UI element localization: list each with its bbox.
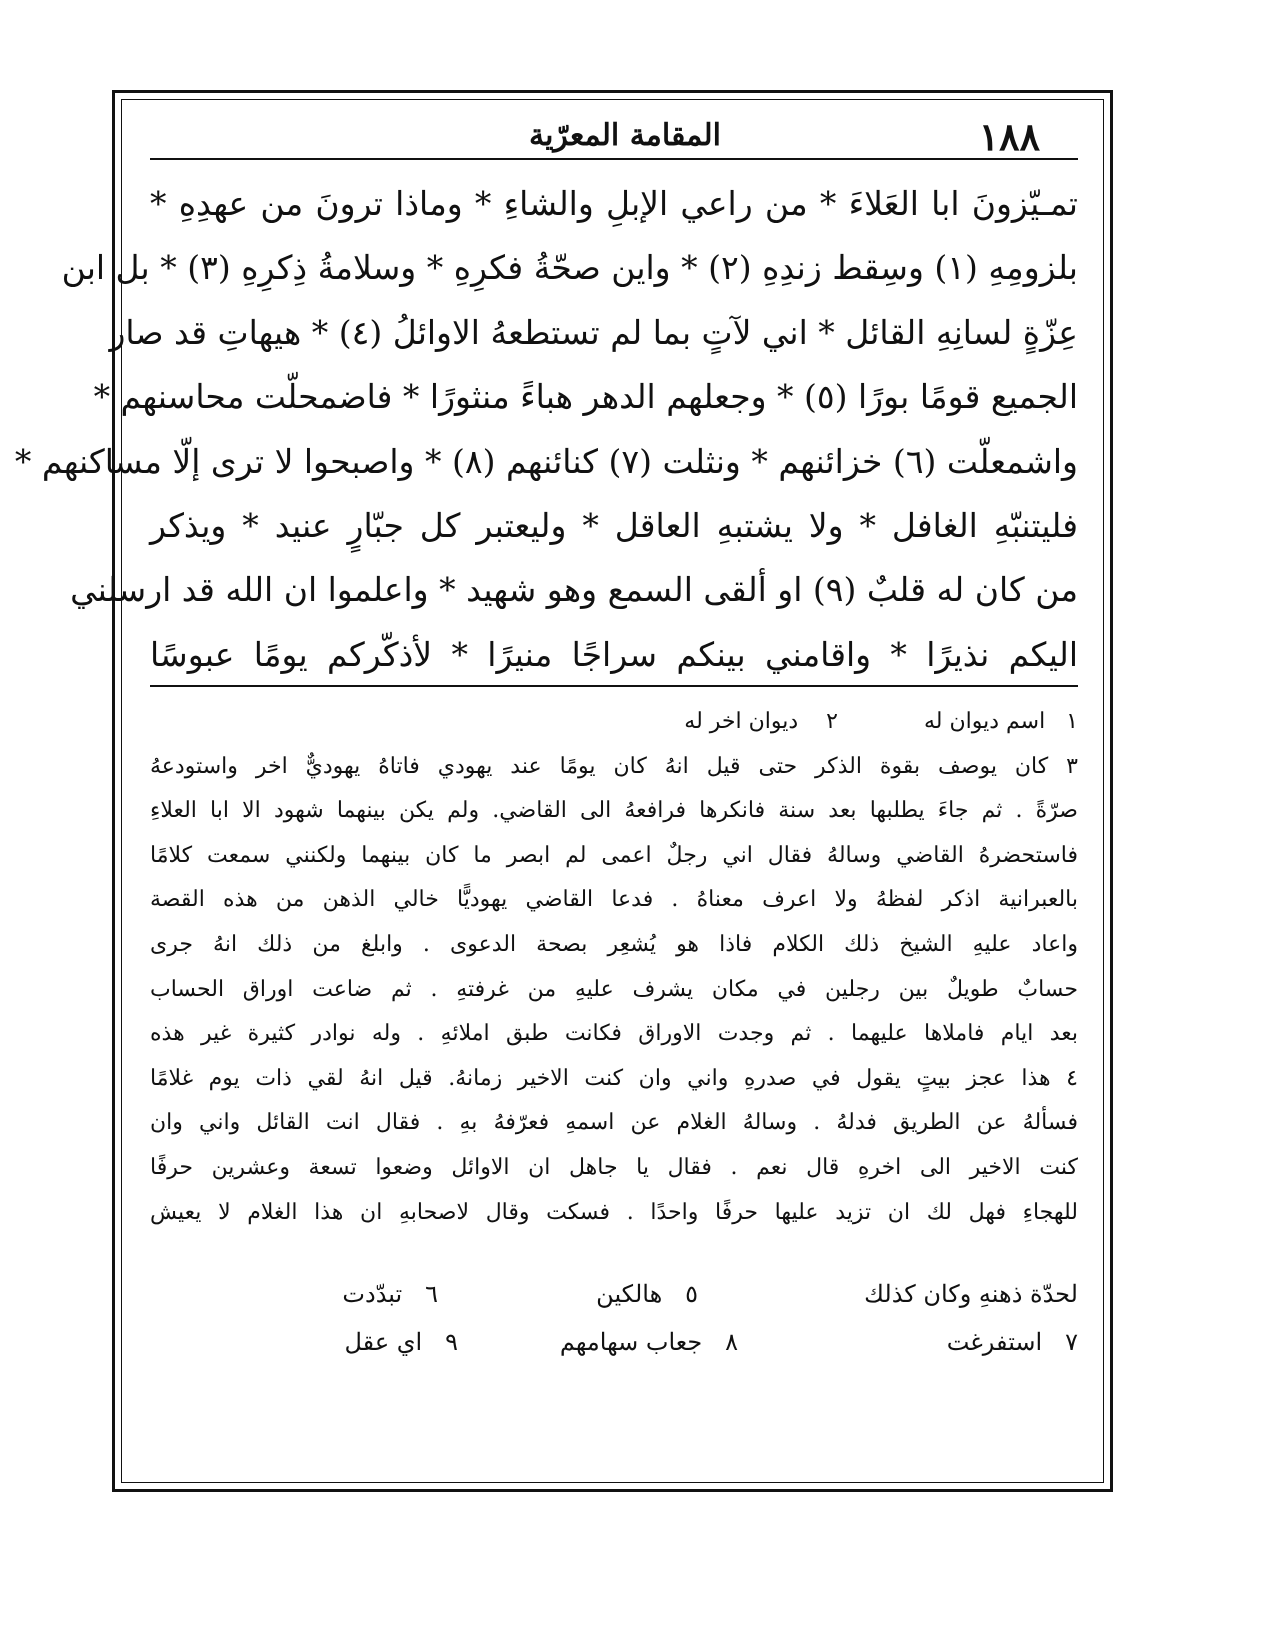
footnote-text: جعاب سهامهم <box>559 1328 703 1356</box>
footnote-8 <box>560 1328 738 1356</box>
footnote-1 <box>924 700 1078 745</box>
footnote-4-line: للهجاءِ فهل لك ان تزيد عليها حرفًا واحدًا . فسكت وقال لاصحابهِ ان هذا الغلام لا يعيش <box>150 1199 1078 1225</box>
footnote-7 <box>947 1328 1078 1356</box>
main-line: بلزومِهِ (١) وسِقط زندِهِ (٢) * واين صحّةُ فكرِهِ * وسلامةُ ذِكرِهِ (٣) * بل ابن <box>61 248 1078 288</box>
main-line: فليتنبّهِ الغافل * ولا يشتبهِ العاقل * وليعتبر كل جبّارٍ عنيد * ويذكر <box>150 505 1078 545</box>
footnote-row-7-8-9 <box>150 1328 1078 1376</box>
footnote-text: اسم ديوان له <box>923 709 1046 734</box>
footnote-3-line: حسابٌ طويلٌ بين رجلين في مكان يشرف عليهِ من غرفتهِ . ثم ضاعت اوراق الحساب <box>150 976 1078 1002</box>
footnote-row-1-2 <box>150 700 1078 745</box>
footnote-text: اي عقل <box>344 1328 423 1356</box>
footnote-5 <box>596 1280 698 1308</box>
running-title: المقامة المعرّية <box>528 118 721 153</box>
footnote-row-4end-5-6 <box>150 1280 1078 1328</box>
footnote-4-line: فسألهُ عن الطريق فدلهُ . وسالهُ الغلام عن اسمهِ فعرّفهُ بهِ . فقال انت القائل واني وان <box>150 1110 1078 1136</box>
footnote-9 <box>345 1328 459 1356</box>
footnote-3-line: بالعبرانية اذكر لفظهُ ولا اعرف معناهُ . فدعا القاضي يهوديًّا خالي الذهن من هذه القصة <box>150 887 1078 913</box>
footnote-text: تبدّدت <box>342 1280 403 1308</box>
footnote-number: ١ <box>1066 709 1078 734</box>
header-rule <box>150 158 1078 160</box>
footnote-2 <box>684 700 838 745</box>
footnote-number: ٢ <box>826 709 838 734</box>
footnote-number: ٦ <box>425 1280 438 1308</box>
footnote-number: ٩ <box>445 1328 458 1356</box>
footnote-number: ٧ <box>1065 1328 1078 1356</box>
main-line: الجميع قومًا بورًا (٥) * وجعلهم الدهر هباءً منثورًا * فاضمحلّت محاسنهم * <box>93 377 1078 417</box>
main-line: من كان له قلبٌ (٩) او ألقى السمع وهو شهيد * واعلموا ان الله قد ارسلني <box>70 570 1078 610</box>
footnote-3-line: بعد ايام فاملاها عليهما . ثم وجدت الاوراق فكانت طبق املائهِ . وله نوادر كثيرة غير هذه <box>150 1021 1078 1047</box>
page-number: ١٨٨ <box>978 114 1040 159</box>
footnote-6 <box>342 1280 438 1308</box>
footnote-3-line: فاستحضرهُ القاضي وسالهُ فقال اني رجلٌ اعمى لم ابصر ما كان بينهما ولكنني سمعت كلامًا <box>150 842 1078 868</box>
main-line: تمـيّزونَ ابا العَلاءَ * من راعي الإبلِ والشاءِ * وماذا ترونَ من عهدِهِ * <box>150 184 1078 223</box>
footnote-number: ٨ <box>725 1328 738 1356</box>
footnote-4-last-line: لحدّة ذهنهِ وكان كذلك <box>864 1280 1078 1308</box>
main-line: اليكم نذيرًا * واقامني بينكم سراجًا منيرًا * لأذكّركم يومًا عبوسًا <box>150 634 1078 674</box>
footnote-rule <box>150 685 1078 687</box>
footnote-3-line: صرّةً . ثم جاءَ يطلبها بعد سنة فانكرها فرافعهُ الى القاضي. ولم يكن بينهما شهود الا ابا العلاءِ <box>150 798 1078 824</box>
footnote-4-line: ٤ هذا عجز بيتٍ يقول في صدرهِ واني وان كنت الاخير زمانهُ. قيل انهُ لقي ذات يوم غلامًا <box>150 1065 1078 1091</box>
footnote-number: ٥ <box>685 1280 698 1308</box>
main-line: عِزّةٍ لسانِهِ القائل * اني لآتٍ بما لم تستطعهُ الاوائلُ (٤) * هيهاتِ قد صار <box>109 312 1078 352</box>
footnote-3-line: واعاد عليهِ الشيخ ذلك الكلام فاذا هو يُشعِر بصحة الدعوى . وابلغ من ذلك انهُ جرى <box>150 931 1078 957</box>
main-line: واشمعلّت (٦) خزائنهم * ونثلت (٧) كنائنهم (٨) * واصبحوا لا ترى إلّا مساكنهم * <box>14 441 1078 481</box>
footnote-text: استفرغت <box>946 1328 1043 1356</box>
page-header <box>150 108 1100 158</box>
main-text <box>14 172 1078 687</box>
footnote-4-line: كنت الاخير الى اخرهِ قال نعم . فقال يا جاهل ان الاوائل وضعوا تسعة وعشرين حرفًا <box>150 1154 1078 1180</box>
footnote-3-line: ٣ كان يوصف بقوة الذكر حتى قيل انهُ كان يومًا عند يهودي فاتاهُ يهوديٌّ اخر واستودعهُ <box>150 753 1078 779</box>
footnote-text: ديوان اخر له <box>684 709 799 734</box>
footnotes <box>150 700 1078 1235</box>
footnote-text: هالكين <box>596 1280 663 1308</box>
